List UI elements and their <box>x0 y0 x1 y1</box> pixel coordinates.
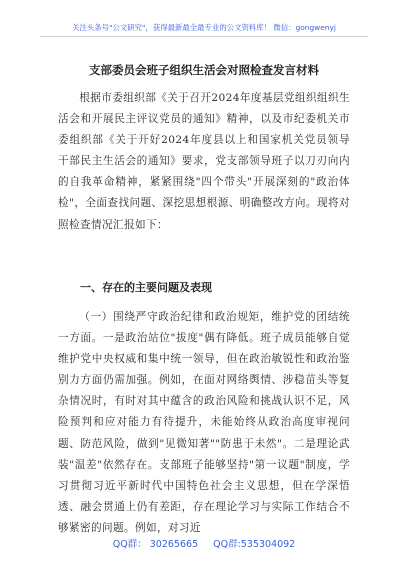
footer-qq-group-1: QQ群： 30265665 <box>112 539 199 550</box>
section-heading: 一、存在的主要问题及表现 <box>80 281 212 294</box>
header-divider <box>40 36 368 37</box>
footer <box>0 536 408 550</box>
document-title: 支部委员会班子组织生活会对照检查发言材料 <box>89 63 319 77</box>
footer-qq-group-2: QQ群:535304092 <box>213 539 296 550</box>
header-banner: 关注头条号"公文研究"，获得最新最全最专业的公文资料库！ 微信：gongwenyj <box>72 23 336 32</box>
intro-paragraph: 根据市委组织部《关于召开2024年度基层党组织组织生活会和开展民主评议党员的通知》精神，以及市纪委机关市委组织部《关于开好2024年度县以上和国家机关党员领导干部民主生活会的通知》要求，党支部领导班子以刀刃向内的自我革命精神，紧紧围绕"四个带头"开展深刻的"政治体检"，全面查找问题、深挖思想根源、明确整改方向。现将对照检查情况汇报如下： <box>58 92 350 231</box>
body-paragraph: （一）围绕严守政治纪律和政治规矩，维护党的团结统一方面。一是政治站位"拔度"偶有降低。班子成员能够自觉维护党中央权威和集中统一领导，但在政治敏锐性和政治鉴别力方面仍需加强。例如，在面对网络舆情、涉稳苗头等复杂情况时，有时对其中蕴含的政治风险和挑战认识不足，风险预判和应对能力有待提升，未能始终从政治高度审视问题、防范风险，做到"见微知著""防患于未然"。二是理论武装"温差"依然存在。支部班子能够坚持"第一议题"制度，学习贯彻习近平新时代中国特色社会主义思想，但在学深悟透、融会贯通上仍有差距，存在理论学习与实际工作结合不够紧密的问题。例如，对习近 <box>58 311 350 534</box>
